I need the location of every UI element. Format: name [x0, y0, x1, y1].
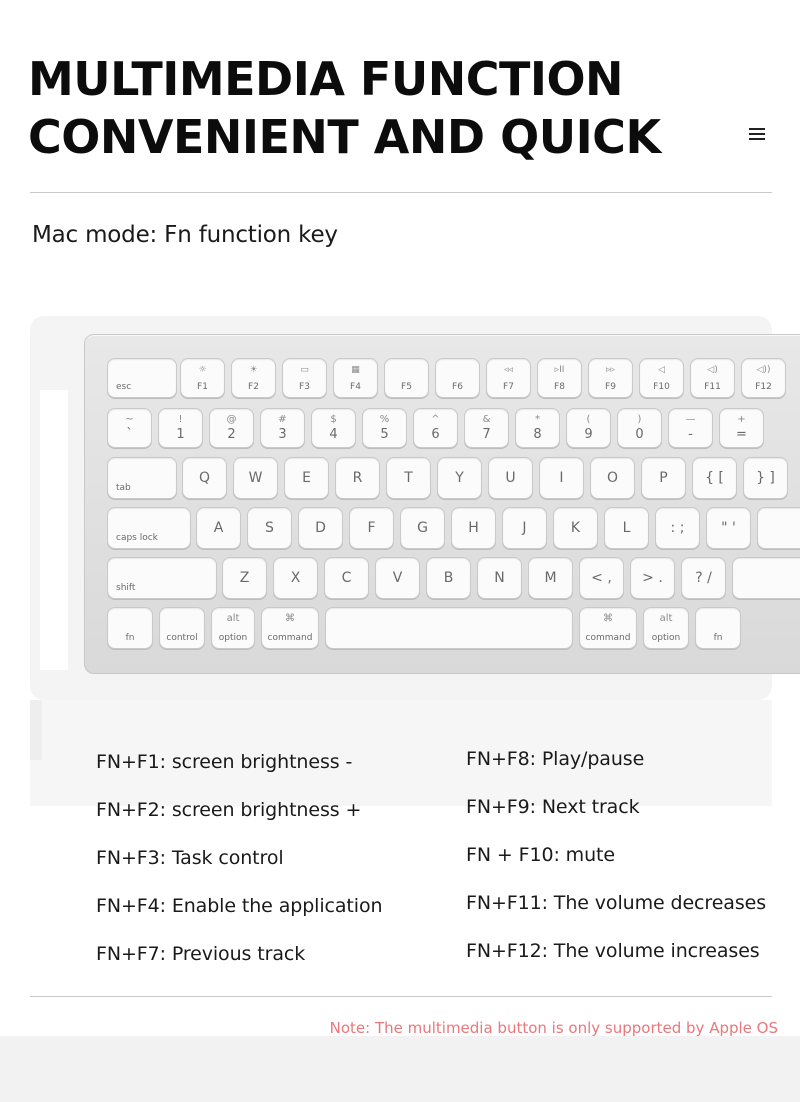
key-label: N [494, 570, 505, 586]
key-label: F4 [350, 382, 361, 392]
key-label: { [ [705, 470, 724, 486]
key-label: fn [125, 633, 135, 643]
key-label: option [651, 633, 681, 643]
key-shift-right [732, 557, 800, 599]
key-label: S [265, 520, 274, 536]
key-label: V [392, 570, 403, 586]
key-letter [182, 457, 227, 499]
key-label: : ; [670, 520, 685, 536]
key-letter [273, 557, 318, 599]
function-item: FN+F8: Play/pause [466, 748, 645, 770]
key-bottom-label: 9 [584, 427, 593, 442]
key-letter [641, 457, 686, 499]
key-label: X [290, 570, 301, 586]
key-top-label: * [535, 414, 540, 425]
key-letter [553, 507, 598, 549]
key-icon: ◁) [707, 365, 718, 375]
key-icon: ◁)) [756, 365, 771, 375]
key-space [325, 607, 573, 649]
key-letter [604, 507, 649, 549]
key-label: L [622, 520, 631, 536]
key-bottom-label: 7 [482, 427, 491, 442]
key-icon: ◁ [658, 365, 665, 375]
key-top-label: % [379, 414, 390, 425]
key-f11 [690, 358, 735, 398]
key-modifier [159, 607, 205, 649]
key-icon: ▹II [554, 365, 565, 375]
key-bottom-label: 3 [278, 427, 287, 442]
keyboard-image [84, 334, 800, 674]
function-item: FN+F3: Task control [96, 847, 284, 869]
key-number [617, 408, 662, 448]
key-label: F3 [299, 382, 310, 392]
key-bottom-label: 1 [176, 427, 185, 442]
key-letter [233, 457, 278, 499]
key-label: option [218, 633, 248, 643]
key-label: B [443, 570, 454, 586]
key-letter [743, 457, 788, 499]
key-modifier [643, 607, 689, 649]
key-f2 [231, 358, 276, 398]
key-letter [590, 457, 635, 499]
key-f6 [435, 358, 480, 398]
key-label: fn [713, 633, 723, 643]
key-letter [107, 557, 217, 599]
key-label: esc [116, 382, 132, 392]
key-bottom-label: ` [126, 427, 133, 442]
key-bottom-label: 5 [380, 427, 389, 442]
key-number [209, 408, 254, 448]
key-top-label: alt [659, 613, 673, 624]
title-line-1: MULTIMEDIA FUNCTION [28, 52, 624, 106]
key-label: P [659, 470, 668, 486]
function-item: FN+F9: Next track [466, 796, 640, 818]
key-top-label: ) [637, 414, 642, 425]
key-top-label: ( [586, 414, 591, 425]
key-modifier [107, 607, 153, 649]
key-esc [107, 358, 177, 398]
key-label: F [367, 520, 376, 536]
key-number [566, 408, 611, 448]
title-line-2: CONVENIENT AND QUICK [28, 110, 661, 164]
key-letter [681, 557, 726, 599]
key-label: F11 [704, 382, 721, 392]
key-number [311, 408, 356, 448]
key-label: caps lock [116, 533, 158, 543]
key-label: ? / [695, 570, 712, 586]
key-top-label: — [685, 414, 696, 425]
key-label: F12 [755, 382, 772, 392]
key-bottom-label: 4 [329, 427, 338, 442]
key-icon: ☼ [198, 365, 207, 375]
functions-background-edge [30, 700, 42, 760]
key-number [464, 408, 509, 448]
key-label: M [544, 570, 557, 586]
key-bottom-label: = [736, 427, 747, 442]
key-f5 [384, 358, 429, 398]
hamburger-menu-icon[interactable] [749, 128, 765, 142]
os-support-note: Note: The multimedia button is only supported by Apple OS [329, 1019, 778, 1037]
key-bottom-label: 8 [533, 427, 542, 442]
key-label: F10 [653, 382, 670, 392]
function-item: FN+F11: The volume decreases [466, 892, 767, 914]
function-item: FN+F7: Previous track [96, 943, 306, 965]
key-letter [655, 507, 700, 549]
key-label: shift [116, 583, 136, 593]
key-letter [539, 457, 584, 499]
function-item: FN+F1: screen brightness - [96, 751, 353, 773]
key-label: C [341, 570, 352, 586]
function-item: FN+F2: screen brightness + [96, 799, 362, 821]
key-icon: ◃◃ [503, 365, 514, 375]
key-label: " ' [721, 520, 736, 536]
header-divider [30, 192, 772, 193]
key-letter [579, 557, 624, 599]
page-title [28, 50, 661, 166]
key-top-label: & [482, 414, 491, 425]
key-f12 [741, 358, 786, 398]
key-label: F1 [197, 382, 208, 392]
key-label: command [267, 633, 313, 643]
footer-divider [30, 996, 772, 997]
key-f10 [639, 358, 684, 398]
function-item: FN + F10: mute [466, 844, 615, 866]
function-item: FN+F4: Enable the application [96, 895, 383, 917]
key-letter [107, 507, 191, 549]
key-f7 [486, 358, 531, 398]
key-number [515, 408, 560, 448]
key-letter [324, 557, 369, 599]
footer-band [0, 1036, 800, 1102]
key-letter [630, 557, 675, 599]
key-bottom-label: 0 [635, 427, 644, 442]
key-label: U [505, 470, 516, 486]
key-f3 [282, 358, 327, 398]
key-letter [386, 457, 431, 499]
key-letter [437, 457, 482, 499]
key-top-label: ! [178, 414, 183, 425]
key-modifier [695, 607, 741, 649]
key-label: F8 [554, 382, 565, 392]
key-letter [477, 557, 522, 599]
key-return [757, 507, 800, 549]
key-label: E [302, 470, 311, 486]
key-modifier [261, 607, 319, 649]
key-letter [349, 507, 394, 549]
key-letter [196, 507, 241, 549]
key-number [158, 408, 203, 448]
key-letter [400, 507, 445, 549]
key-bottom-label: - [688, 427, 693, 442]
key-letter [107, 457, 177, 499]
key-label: F5 [401, 382, 412, 392]
key-label: < , [591, 570, 612, 586]
key-icon: ▹▹ [605, 365, 616, 375]
key-label: T [404, 470, 413, 486]
key-number [107, 408, 152, 448]
key-modifier [211, 607, 255, 649]
key-label: D [315, 520, 326, 536]
key-f8 [537, 358, 582, 398]
key-icon: ▦ [351, 365, 360, 375]
key-icon: ☀ [249, 365, 258, 375]
key-modifier [579, 607, 637, 649]
key-letter [528, 557, 573, 599]
key-label: F9 [605, 382, 616, 392]
key-number [719, 408, 764, 448]
key-label: F7 [503, 382, 514, 392]
key-label: } ] [756, 470, 775, 486]
key-label: Q [198, 470, 211, 486]
key-label: W [248, 470, 263, 486]
key-letter [375, 557, 420, 599]
key-number [668, 408, 713, 448]
key-number [413, 408, 458, 448]
key-letter [298, 507, 343, 549]
key-label: I [559, 470, 564, 486]
key-top-label: $ [330, 414, 337, 425]
key-label: F2 [248, 382, 259, 392]
key-label: tab [116, 483, 131, 493]
key-letter [502, 507, 547, 549]
key-letter [284, 457, 329, 499]
key-top-label: ⌘ [285, 613, 295, 624]
key-letter [706, 507, 751, 549]
key-label: O [606, 470, 619, 486]
key-f4 [333, 358, 378, 398]
key-top-label: + [737, 414, 746, 425]
key-label: control [166, 633, 198, 643]
key-letter [426, 557, 471, 599]
key-label: R [352, 470, 363, 486]
key-letter [222, 557, 267, 599]
key-label: H [468, 520, 479, 536]
key-top-label: ⌘ [603, 613, 613, 624]
mode-subtitle: Mac mode: Fn function key [32, 222, 338, 248]
key-top-label: @ [226, 414, 237, 425]
key-number [260, 408, 305, 448]
key-label: command [585, 633, 631, 643]
keyboard-panel-edge [40, 390, 68, 670]
key-letter [335, 457, 380, 499]
key-label: J [522, 520, 527, 536]
key-label: Z [239, 570, 250, 586]
key-top-label: alt [226, 613, 240, 624]
key-bottom-label: 6 [431, 427, 440, 442]
key-letter [451, 507, 496, 549]
key-letter [247, 507, 292, 549]
key-top-label: # [278, 414, 287, 425]
key-icon: ▭ [300, 365, 309, 375]
key-label: Y [455, 470, 464, 486]
key-label: A [213, 520, 224, 536]
key-label: > . [642, 570, 663, 586]
key-f9 [588, 358, 633, 398]
key-letter [488, 457, 533, 499]
key-letter [692, 457, 737, 499]
key-bottom-label: 2 [227, 427, 236, 442]
key-label: F6 [452, 382, 463, 392]
key-top-label: ~ [125, 414, 134, 425]
function-item: FN+F12: The volume increases [466, 940, 760, 962]
key-label: K [570, 520, 581, 536]
key-f1 [180, 358, 225, 398]
key-number [362, 408, 407, 448]
key-label: G [417, 520, 428, 536]
key-top-label: ^ [431, 414, 440, 425]
